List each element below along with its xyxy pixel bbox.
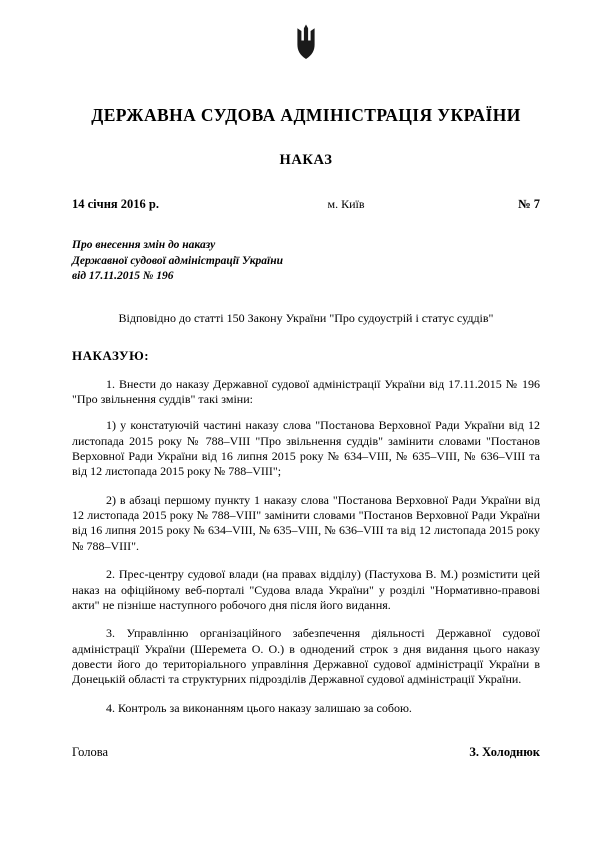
document-date: 14 січня 2016 р. bbox=[72, 197, 159, 211]
document-subject bbox=[72, 238, 372, 285]
document-meta-row bbox=[72, 197, 540, 212]
document-number: № 7 bbox=[518, 197, 540, 211]
emblem-container bbox=[72, 24, 540, 77]
paragraph-4: 4. Контроль за виконанням цього наказу залишаю за собою. bbox=[106, 700, 412, 715]
signature-block bbox=[72, 745, 540, 760]
subject-line-3: від 17.11.2015 № 196 bbox=[72, 270, 174, 283]
order-keyword: НАКАЗУЮ: bbox=[72, 347, 150, 363]
paragraph-2: 2. Прес-центру судової влади (на правах відділу) (Пастухова В. М.) розмістити цей наказ на офіційному веб-порталі "Судова влада України" у розділі "Нормативно-правові акти" не пізніше наступного робочого дня після його видання. bbox=[72, 567, 540, 612]
ukraine-trident-emblem bbox=[289, 24, 323, 72]
subject-line-2: Державної судової адміністрації України bbox=[72, 254, 284, 267]
signatory-name: З. Холоднюк bbox=[469, 745, 540, 759]
paragraph-1-1: 1) у констатуючій частині наказу слова "Постанова Верховної Ради України від 12 листопада 2015 року № 788–VIII "Про звільнення суддів" замінити словами "Постанов Верховної Ради України від 16 липня 2015 року № 634–VIII, № 635–VIII, № 636–VIII та від 12 листопада 2015 року № 788–VIII"; bbox=[72, 418, 540, 479]
paragraph-1: 1. Внести до наказу Державної судової адміністрації України від 17.11.2015 № 196 "Про звільнення суддів" такі зміни: bbox=[72, 376, 540, 406]
document-preamble: Відповідно до статті 150 Закону України "Про судоустрій і статус суддів" bbox=[118, 310, 494, 325]
document-city: м. Київ bbox=[327, 197, 365, 211]
subject-line-1: Про внесення змін до наказу bbox=[72, 239, 216, 251]
paragraph-1-2: 2) в абзаці першому пункту 1 наказу слова "Постанова Верховної Ради України від 12 листопада 2015 року № 788–VIII" замінити словами "Постанов Верховної Ради України від 16 липня 2015 року № 634–VIII, № 635–VIII, № 636–VIII та від 12 листопада 2015 року № 788–VIII". bbox=[72, 492, 540, 553]
signatory-title: Голова bbox=[72, 745, 108, 759]
paragraph-3: 3. Управлінню організаційного забезпечення діяльності Державної судової адміністрації України (Шеремета О. О.) в однодений строк з дня видання цього наказу довести його до територіального управління Державної судової адміністрації України в Донецькій області та структурних підрозділів Державної судової адміністрації України. bbox=[72, 626, 540, 687]
organization-title: ДЕРЖАВНА СУДОВА АДМІНІСТРАЦІЯ УКРАЇНИ bbox=[91, 105, 521, 125]
document-type: НАКАЗ bbox=[279, 152, 333, 168]
